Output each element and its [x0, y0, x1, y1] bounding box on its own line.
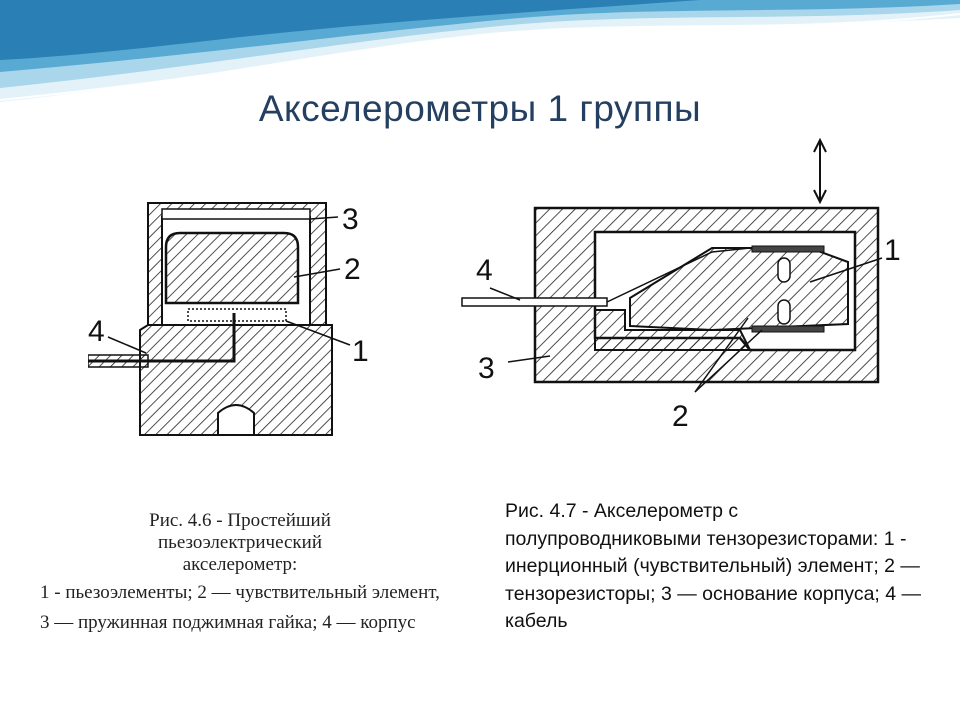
fig1-label-2: 2 — [344, 253, 361, 286]
caption-line: Рис. 4.6 - Простейший — [149, 510, 331, 531]
fig2-label-3: 3 — [478, 352, 495, 385]
fig1-label-1: 1 — [352, 335, 369, 368]
slide-title: Акселерометры 1 группы — [258, 88, 702, 129]
caption-figure-4-6 — [40, 510, 440, 634]
caption-legend: 3 — пружинная поджимная гайка; 4 — корпус — [40, 612, 416, 633]
fig1-label-3: 3 — [342, 203, 359, 236]
caption-line: акселерометр: — [182, 554, 298, 575]
caption-line: пьезоэлектрический — [158, 532, 322, 553]
figure-semiconductor-accelerometer — [450, 130, 910, 435]
caption-legend: 1 - пьезоэлементы; 2 — чувствительный элемент, — [40, 582, 440, 603]
figure-piezo-accelerometer — [88, 185, 378, 445]
fig2-label-1: 1 — [884, 234, 901, 267]
caption-text: Рис. 4.7 - Акселерометр с полупроводниковыми тензорезисторами: 1 - инерционный (чувствительный) элемент; 2 — тензорезисторы; 3 — основание корпуса; 4 — кабель — [505, 500, 922, 632]
fig2-label-2: 2 — [672, 400, 689, 433]
fig1-label-4: 4 — [88, 315, 105, 348]
fig2-label-4: 4 — [476, 254, 493, 287]
double-arrow-vertical-icon — [814, 140, 826, 202]
caption-figure-4-7 — [505, 498, 925, 636]
